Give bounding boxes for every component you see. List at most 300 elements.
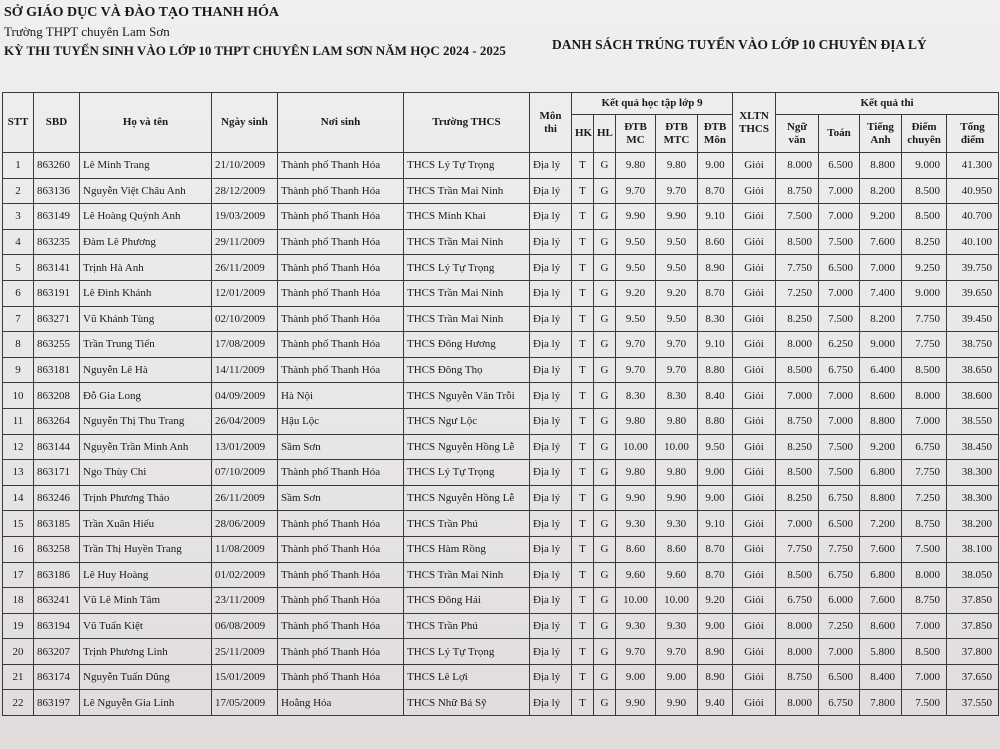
cell-ngu-van: 6.750 <box>776 588 819 614</box>
cell-school: THCS Ngư Lộc <box>404 408 530 434</box>
cell-stt: 17 <box>3 562 34 588</box>
cell-hl: G <box>594 408 616 434</box>
cell-dtb-mon: 8.70 <box>698 536 733 562</box>
cell-hl: G <box>594 153 616 179</box>
cell-hk: T <box>572 639 594 665</box>
cell-stt: 21 <box>3 664 34 690</box>
cell-dtb-mtc: 9.80 <box>656 408 698 434</box>
cell-tieng-anh: 8.400 <box>860 664 902 690</box>
cell-toan: 7.000 <box>819 204 860 230</box>
cell-dtb-mon: 8.60 <box>698 229 733 255</box>
cell-dtb-mon: 9.10 <box>698 511 733 537</box>
cell-xltn: Giỏi <box>733 562 776 588</box>
cell-school: THCS Trần Phú <box>404 511 530 537</box>
cell-diem-chuyen: 6.750 <box>902 434 947 460</box>
cell-diem-chuyen: 7.750 <box>902 306 947 332</box>
cell-diem-chuyen: 9.250 <box>902 255 947 281</box>
cell-tong-diem: 39.750 <box>947 255 999 281</box>
cell-sbd: 863246 <box>34 485 80 511</box>
cell-birthplace: Thành phố Thanh Hóa <box>278 280 404 306</box>
cell-school: THCS Lý Tự Trọng <box>404 639 530 665</box>
cell-dtb-mc: 9.70 <box>616 332 656 358</box>
col-dtb-mtc-label-1: ĐTB <box>665 120 688 133</box>
cell-dtb-mc: 10.00 <box>616 434 656 460</box>
table-row <box>3 588 999 614</box>
cell-dob: 07/10/2009 <box>212 460 278 486</box>
col-ngu-van-label-2: văn <box>788 133 806 146</box>
cell-dtb-mon: 9.40 <box>698 690 733 716</box>
cell-school: THCS Lý Tự Trọng <box>404 255 530 281</box>
col-tong-diem-label-2: điểm <box>960 133 985 146</box>
col-dtb-mon <box>698 115 733 153</box>
cell-ngu-van: 7.250 <box>776 280 819 306</box>
cell-toan: 7.500 <box>819 460 860 486</box>
cell-name: Trần Thị Huyền Trang <box>80 536 212 562</box>
cell-stt: 7 <box>3 306 34 332</box>
cell-birthplace: Sầm Sơn <box>278 434 404 460</box>
cell-dob: 26/11/2009 <box>212 485 278 511</box>
cell-hk: T <box>572 357 594 383</box>
cell-hl: G <box>594 562 616 588</box>
cell-sbd: 863241 <box>34 588 80 614</box>
cell-subject: Địa lý <box>530 588 572 614</box>
cell-diem-chuyen: 8.000 <box>902 383 947 409</box>
cell-diem-chuyen: 9.000 <box>902 153 947 179</box>
cell-subject: Địa lý <box>530 408 572 434</box>
cell-birthplace: Thành phố Thanh Hóa <box>278 178 404 204</box>
cell-stt: 14 <box>3 485 34 511</box>
cell-dtb-mon: 9.10 <box>698 332 733 358</box>
col-diem-chuyen-label-2: chuyên <box>907 133 941 146</box>
cell-dtb-mc: 9.60 <box>616 562 656 588</box>
cell-tong-diem: 38.300 <box>947 485 999 511</box>
cell-name: Vũ Tuấn Kiệt <box>80 613 212 639</box>
cell-xltn: Giỏi <box>733 408 776 434</box>
cell-subject: Địa lý <box>530 255 572 281</box>
cell-ngu-van: 7.750 <box>776 536 819 562</box>
cell-tieng-anh: 7.400 <box>860 280 902 306</box>
col-sbd-label: SBD <box>45 116 68 128</box>
cell-birthplace: Thành phố Thanh Hóa <box>278 153 404 179</box>
cell-dtb-mtc: 10.00 <box>656 588 698 614</box>
cell-ngu-van: 8.750 <box>776 664 819 690</box>
cell-xltn: Giỏi <box>733 332 776 358</box>
cell-school: THCS Minh Khai <box>404 204 530 230</box>
cell-dtb-mc: 9.80 <box>616 408 656 434</box>
cell-tong-diem: 37.800 <box>947 639 999 665</box>
cell-hk: T <box>572 306 594 332</box>
cell-dtb-mon: 8.90 <box>698 639 733 665</box>
cell-dob: 17/08/2009 <box>212 332 278 358</box>
cell-ngu-van: 8.000 <box>776 613 819 639</box>
cell-hl: G <box>594 434 616 460</box>
cell-stt: 10 <box>3 383 34 409</box>
cell-dtb-mc: 9.30 <box>616 511 656 537</box>
cell-ngu-van: 7.500 <box>776 204 819 230</box>
cell-hl: G <box>594 588 616 614</box>
cell-tong-diem: 39.450 <box>947 306 999 332</box>
cell-birthplace: Thành phố Thanh Hóa <box>278 357 404 383</box>
cell-name: Nguyễn Việt Châu Anh <box>80 178 212 204</box>
cell-dtb-mtc: 9.50 <box>656 255 698 281</box>
cell-xltn: Giỏi <box>733 664 776 690</box>
list-title: DANH SÁCH TRÚNG TUYỂN VÀO LỚP 10 CHUYÊN ĐỊA LÝ <box>552 37 927 52</box>
cell-diem-chuyen: 7.000 <box>902 664 947 690</box>
cell-toan: 6.750 <box>819 562 860 588</box>
cell-tong-diem: 37.850 <box>947 588 999 614</box>
cell-hk: T <box>572 434 594 460</box>
cell-stt: 19 <box>3 613 34 639</box>
cell-toan: 7.500 <box>819 229 860 255</box>
cell-dtb-mon: 9.10 <box>698 204 733 230</box>
cell-dtb-mtc: 9.70 <box>656 357 698 383</box>
col-diem-chuyen <box>902 115 947 153</box>
cell-toan: 7.750 <box>819 536 860 562</box>
cell-dtb-mon: 9.00 <box>698 153 733 179</box>
cell-hk: T <box>572 153 594 179</box>
cell-hk: T <box>572 383 594 409</box>
cell-name: Nguyễn Trần Minh Anh <box>80 434 212 460</box>
col-tieng-anh-label-2: Anh <box>870 133 891 146</box>
col-stt-label: STT <box>7 116 29 128</box>
cell-dtb-mon: 8.70 <box>698 280 733 306</box>
cell-dtb-mc: 9.90 <box>616 690 656 716</box>
cell-dtb-mtc: 9.70 <box>656 639 698 665</box>
cell-diem-chuyen: 7.750 <box>902 460 947 486</box>
cell-tong-diem: 38.600 <box>947 383 999 409</box>
cell-dtb-mc: 9.20 <box>616 280 656 306</box>
col-xltn-label-1: XLTN <box>739 109 769 122</box>
cell-diem-chuyen: 8.250 <box>902 229 947 255</box>
cell-toan: 7.000 <box>819 408 860 434</box>
cell-hl: G <box>594 280 616 306</box>
cell-hk: T <box>572 613 594 639</box>
col-dob-label: Ngày sinh <box>221 116 268 128</box>
cell-dtb-mtc: 10.00 <box>656 434 698 460</box>
cell-school: THCS Nguyễn Văn Trỗi <box>404 383 530 409</box>
cell-tong-diem: 38.750 <box>947 332 999 358</box>
cell-toan: 7.000 <box>819 280 860 306</box>
cell-tieng-anh: 6.800 <box>860 562 902 588</box>
table-row <box>3 485 999 511</box>
cell-hk: T <box>572 178 594 204</box>
cell-tieng-anh: 7.000 <box>860 255 902 281</box>
cell-dtb-mon: 9.00 <box>698 460 733 486</box>
cell-tieng-anh: 8.600 <box>860 383 902 409</box>
cell-stt: 8 <box>3 332 34 358</box>
cell-dob: 14/11/2009 <box>212 357 278 383</box>
cell-birthplace: Thành phố Thanh Hóa <box>278 639 404 665</box>
cell-xltn: Giỏi <box>733 229 776 255</box>
cell-sbd: 863255 <box>34 332 80 358</box>
cell-tieng-anh: 7.200 <box>860 511 902 537</box>
table-row <box>3 690 999 716</box>
col-stt <box>3 93 34 153</box>
cell-name: Lê Huy Hoàng <box>80 562 212 588</box>
cell-name: Ngo Thùy Chi <box>80 460 212 486</box>
cell-xltn: Giỏi <box>733 153 776 179</box>
col-tong-diem-label-1: Tổng <box>960 120 985 133</box>
cell-dtb-mc: 9.70 <box>616 178 656 204</box>
cell-birthplace: Thành phố Thanh Hóa <box>278 536 404 562</box>
cell-stt: 13 <box>3 460 34 486</box>
cell-hk: T <box>572 408 594 434</box>
cell-dtb-mon: 9.50 <box>698 434 733 460</box>
cell-ngu-van: 7.000 <box>776 511 819 537</box>
cell-tieng-anh: 8.200 <box>860 306 902 332</box>
table-row <box>3 613 999 639</box>
cell-tieng-anh: 7.600 <box>860 588 902 614</box>
cell-hl: G <box>594 664 616 690</box>
cell-tong-diem: 37.550 <box>947 690 999 716</box>
cell-ngu-van: 8.250 <box>776 434 819 460</box>
cell-dtb-mc: 9.50 <box>616 306 656 332</box>
cell-subject: Địa lý <box>530 204 572 230</box>
cell-toan: 6.250 <box>819 332 860 358</box>
cell-hl: G <box>594 485 616 511</box>
cell-xltn: Giỏi <box>733 306 776 332</box>
cell-stt: 16 <box>3 536 34 562</box>
cell-toan: 6.500 <box>819 511 860 537</box>
cell-subject: Địa lý <box>530 562 572 588</box>
cell-dob: 02/10/2009 <box>212 306 278 332</box>
cell-dtb-mc: 9.50 <box>616 255 656 281</box>
cell-tong-diem: 38.200 <box>947 511 999 537</box>
cell-tong-diem: 38.050 <box>947 562 999 588</box>
cell-tieng-anh: 8.800 <box>860 153 902 179</box>
cell-toan: 7.250 <box>819 613 860 639</box>
cell-dob: 26/04/2009 <box>212 408 278 434</box>
cell-subject: Địa lý <box>530 485 572 511</box>
table-row <box>3 639 999 665</box>
col-name <box>80 93 212 153</box>
table-row <box>3 255 999 281</box>
cell-sbd: 863186 <box>34 562 80 588</box>
cell-subject: Địa lý <box>530 357 572 383</box>
cell-birthplace: Hoằng Hóa <box>278 690 404 716</box>
cell-dtb-mon: 9.00 <box>698 613 733 639</box>
cell-name: Đỗ Gia Long <box>80 383 212 409</box>
cell-tieng-anh: 9.000 <box>860 332 902 358</box>
cell-dob: 12/01/2009 <box>212 280 278 306</box>
cell-hk: T <box>572 511 594 537</box>
cell-xltn: Giỏi <box>733 536 776 562</box>
cell-dtb-mtc: 9.90 <box>656 690 698 716</box>
cell-name: Trần Xuân Hiếu <box>80 511 212 537</box>
cell-ngu-van: 8.000 <box>776 690 819 716</box>
cell-dtb-mon: 8.30 <box>698 306 733 332</box>
cell-hk: T <box>572 280 594 306</box>
cell-xltn: Giỏi <box>733 357 776 383</box>
col-dtb-mtc <box>656 115 698 153</box>
cell-hl: G <box>594 178 616 204</box>
cell-dtb-mtc: 9.90 <box>656 204 698 230</box>
cell-ngu-van: 7.000 <box>776 383 819 409</box>
cell-birthplace: Thành phố Thanh Hóa <box>278 332 404 358</box>
cell-name: Nguyễn Tuấn Dũng <box>80 664 212 690</box>
cell-school: THCS Trần Phú <box>404 613 530 639</box>
cell-birthplace: Thành phố Thanh Hóa <box>278 204 404 230</box>
cell-subject: Địa lý <box>530 306 572 332</box>
cell-birthplace: Thành phố Thanh Hóa <box>278 562 404 588</box>
cell-diem-chuyen: 8.500 <box>902 639 947 665</box>
col-hk-label: HK <box>575 127 593 139</box>
col-dtb-mc <box>616 115 656 153</box>
cell-toan: 7.500 <box>819 434 860 460</box>
cell-dtb-mon: 8.80 <box>698 357 733 383</box>
cell-xltn: Giỏi <box>733 204 776 230</box>
col-ngu-van <box>776 115 819 153</box>
cell-hl: G <box>594 229 616 255</box>
cell-tieng-anh: 8.600 <box>860 613 902 639</box>
col-toan <box>819 115 860 153</box>
cell-dob: 23/11/2009 <box>212 588 278 614</box>
cell-toan: 6.500 <box>819 255 860 281</box>
cell-tong-diem: 40.950 <box>947 178 999 204</box>
cell-ngu-van: 8.000 <box>776 153 819 179</box>
cell-sbd: 863171 <box>34 460 80 486</box>
exam-title: KỲ THI TUYỂN SINH VÀO LỚP 10 THPT CHUYÊN LAM SƠN NĂM HỌC 2024 - 2025 <box>4 43 506 58</box>
cell-dob: 13/01/2009 <box>212 434 278 460</box>
col-school-label: Trường THCS <box>432 116 501 128</box>
cell-sbd: 863136 <box>34 178 80 204</box>
cell-sbd: 863144 <box>34 434 80 460</box>
cell-name: Trần Trung Tiến <box>80 332 212 358</box>
col-dtb-mon-label-1: ĐTB <box>703 120 727 133</box>
cell-dtb-mtc: 9.70 <box>656 178 698 204</box>
cell-ngu-van: 8.500 <box>776 460 819 486</box>
cell-dtb-mon: 9.00 <box>698 485 733 511</box>
cell-name: Lê Nguyễn Gia Linh <box>80 690 212 716</box>
cell-sbd: 863181 <box>34 357 80 383</box>
cell-hl: G <box>594 383 616 409</box>
table-row <box>3 408 999 434</box>
cell-toan: 7.000 <box>819 178 860 204</box>
cell-toan: 6.500 <box>819 153 860 179</box>
col-hl <box>594 115 616 153</box>
col-birthplace <box>278 93 404 153</box>
cell-name: Vũ Khánh Tùng <box>80 306 212 332</box>
cell-xltn: Giỏi <box>733 690 776 716</box>
cell-dtb-mc: 9.00 <box>616 664 656 690</box>
cell-xltn: Giỏi <box>733 639 776 665</box>
cell-dtb-mc: 9.70 <box>616 639 656 665</box>
col-subject <box>530 93 572 153</box>
cell-tieng-anh: 7.800 <box>860 690 902 716</box>
cell-dob: 01/02/2009 <box>212 562 278 588</box>
cell-dtb-mon: 8.70 <box>698 562 733 588</box>
cell-hk: T <box>572 562 594 588</box>
col-tieng-anh <box>860 115 902 153</box>
cell-stt: 11 <box>3 408 34 434</box>
cell-subject: Địa lý <box>530 613 572 639</box>
cell-stt: 1 <box>3 153 34 179</box>
cell-tong-diem: 40.100 <box>947 229 999 255</box>
cell-subject: Địa lý <box>530 178 572 204</box>
table-row <box>3 664 999 690</box>
cell-stt: 15 <box>3 511 34 537</box>
cell-tieng-anh: 6.400 <box>860 357 902 383</box>
cell-hk: T <box>572 588 594 614</box>
cell-dtb-mc: 10.00 <box>616 588 656 614</box>
table-row <box>3 229 999 255</box>
cell-subject: Địa lý <box>530 434 572 460</box>
cell-sbd: 863174 <box>34 664 80 690</box>
cell-subject: Địa lý <box>530 229 572 255</box>
cell-dtb-mc: 9.70 <box>616 357 656 383</box>
cell-dtb-mtc: 9.70 <box>656 332 698 358</box>
cell-name: Lê Minh Trang <box>80 153 212 179</box>
cell-ngu-van: 7.750 <box>776 255 819 281</box>
cell-tieng-anh: 5.800 <box>860 639 902 665</box>
cell-dtb-mon: 8.40 <box>698 383 733 409</box>
table-row <box>3 332 999 358</box>
table-row <box>3 460 999 486</box>
cell-subject: Địa lý <box>530 664 572 690</box>
col-group-exam <box>776 93 999 115</box>
cell-sbd: 863185 <box>34 511 80 537</box>
col-group-exam-label: Kết quả thi <box>860 97 914 109</box>
col-subject-label-1: Môn <box>539 109 562 122</box>
col-tieng-anh-label-1: Tiếng <box>867 120 894 133</box>
cell-school: THCS Nhữ Bá Sỹ <box>404 690 530 716</box>
cell-diem-chuyen: 7.250 <box>902 485 947 511</box>
header-block <box>4 4 506 59</box>
cell-name: Trịnh Phương Linh <box>80 639 212 665</box>
cell-hl: G <box>594 613 616 639</box>
cell-dtb-mon: 9.20 <box>698 588 733 614</box>
col-dob <box>212 93 278 153</box>
col-dtb-mc-label-1: ĐTB <box>624 120 647 133</box>
cell-dtb-mc: 9.30 <box>616 613 656 639</box>
cell-xltn: Giỏi <box>733 255 776 281</box>
cell-stt: 20 <box>3 639 34 665</box>
cell-subject: Địa lý <box>530 383 572 409</box>
table-row <box>3 434 999 460</box>
cell-stt: 22 <box>3 690 34 716</box>
cell-tieng-anh: 8.800 <box>860 485 902 511</box>
cell-school: THCS Nguyễn Hồng Lễ <box>404 434 530 460</box>
cell-school: THCS Hàm Rồng <box>404 536 530 562</box>
cell-subject: Địa lý <box>530 280 572 306</box>
cell-subject: Địa lý <box>530 536 572 562</box>
table-row <box>3 383 999 409</box>
cell-stt: 2 <box>3 178 34 204</box>
cell-tong-diem: 41.300 <box>947 153 999 179</box>
cell-hk: T <box>572 664 594 690</box>
cell-sbd: 863197 <box>34 690 80 716</box>
cell-tieng-anh: 8.800 <box>860 408 902 434</box>
col-group-grade9 <box>572 93 733 115</box>
col-ngu-van-label-1: Ngữ <box>786 120 808 133</box>
cell-hk: T <box>572 536 594 562</box>
cell-dob: 28/12/2009 <box>212 178 278 204</box>
cell-sbd: 863141 <box>34 255 80 281</box>
cell-name: Nguyễn Lê Hà <box>80 357 212 383</box>
cell-dob: 28/06/2009 <box>212 511 278 537</box>
cell-dtb-mc: 8.60 <box>616 536 656 562</box>
cell-name: Trịnh Hà Anh <box>80 255 212 281</box>
cell-subject: Địa lý <box>530 460 572 486</box>
cell-ngu-van: 8.750 <box>776 408 819 434</box>
cell-stt: 5 <box>3 255 34 281</box>
cell-stt: 4 <box>3 229 34 255</box>
cell-tong-diem: 38.650 <box>947 357 999 383</box>
cell-dob: 17/05/2009 <box>212 690 278 716</box>
cell-hl: G <box>594 511 616 537</box>
cell-tieng-anh: 9.200 <box>860 204 902 230</box>
cell-dob: 15/01/2009 <box>212 664 278 690</box>
